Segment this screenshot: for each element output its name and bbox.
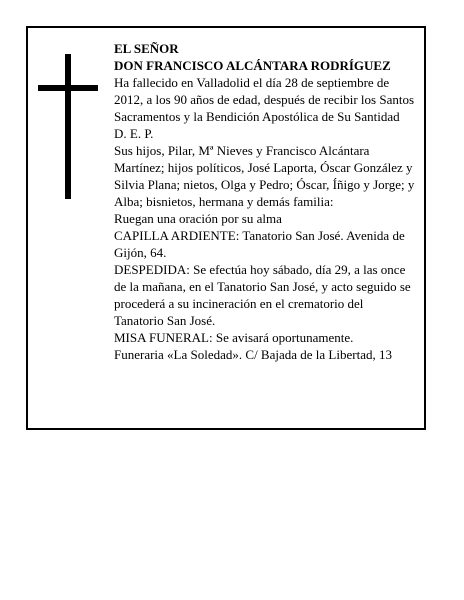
funeral-mass-info: MISA FUNERAL: Se avisará oportunamente. xyxy=(114,330,354,345)
funeral-home-info: Funeraria «La Soledad». C/ Bajada de la Libertad, 13 xyxy=(114,347,392,362)
obituary-text xyxy=(114,40,416,363)
cross-icon xyxy=(38,54,98,199)
deceased-name: DON FRANCISCO ALCÁNTARA RODRÍGUEZ xyxy=(114,58,391,73)
obituary-notice xyxy=(26,26,426,430)
farewell-info: DESPEDIDA: Se efectúa hoy sábado, día 29, a las once de la mañana, en el Tanatorio San José, y acto seguido se procederá a su incineración en el crematorio del Tanatorio San José. xyxy=(114,262,411,328)
cross-horizontal-bar xyxy=(38,85,98,91)
rest-in-peace: D. E. P. xyxy=(114,126,154,141)
death-announcement: Ha fallecido en Valladolid el día 28 de septiembre de 2012, a los 90 años de edad, después de recibir los Santos Sacramentos y la Bendición Apostólica de Su Santidad xyxy=(114,75,415,124)
prayer-request: Ruegan una oración por su alma xyxy=(114,211,282,226)
chapel-info: CAPILLA ARDIENTE: Tanatorio San José. Avenida de Gijón, 64. xyxy=(114,228,405,260)
cross-vertical-bar xyxy=(65,54,71,199)
notice-title: EL SEÑOR xyxy=(114,41,179,56)
family-list: Sus hijos, Pilar, Mª Nieves y Francisco Alcántara Martínez; hijos políticos, José Laporta, Óscar González y Silvia Plana; nietos, Olga y Pedro; Óscar, Íñigo y Jorge; y Alba; bisnietos, hermana y demás familia: xyxy=(114,143,415,209)
